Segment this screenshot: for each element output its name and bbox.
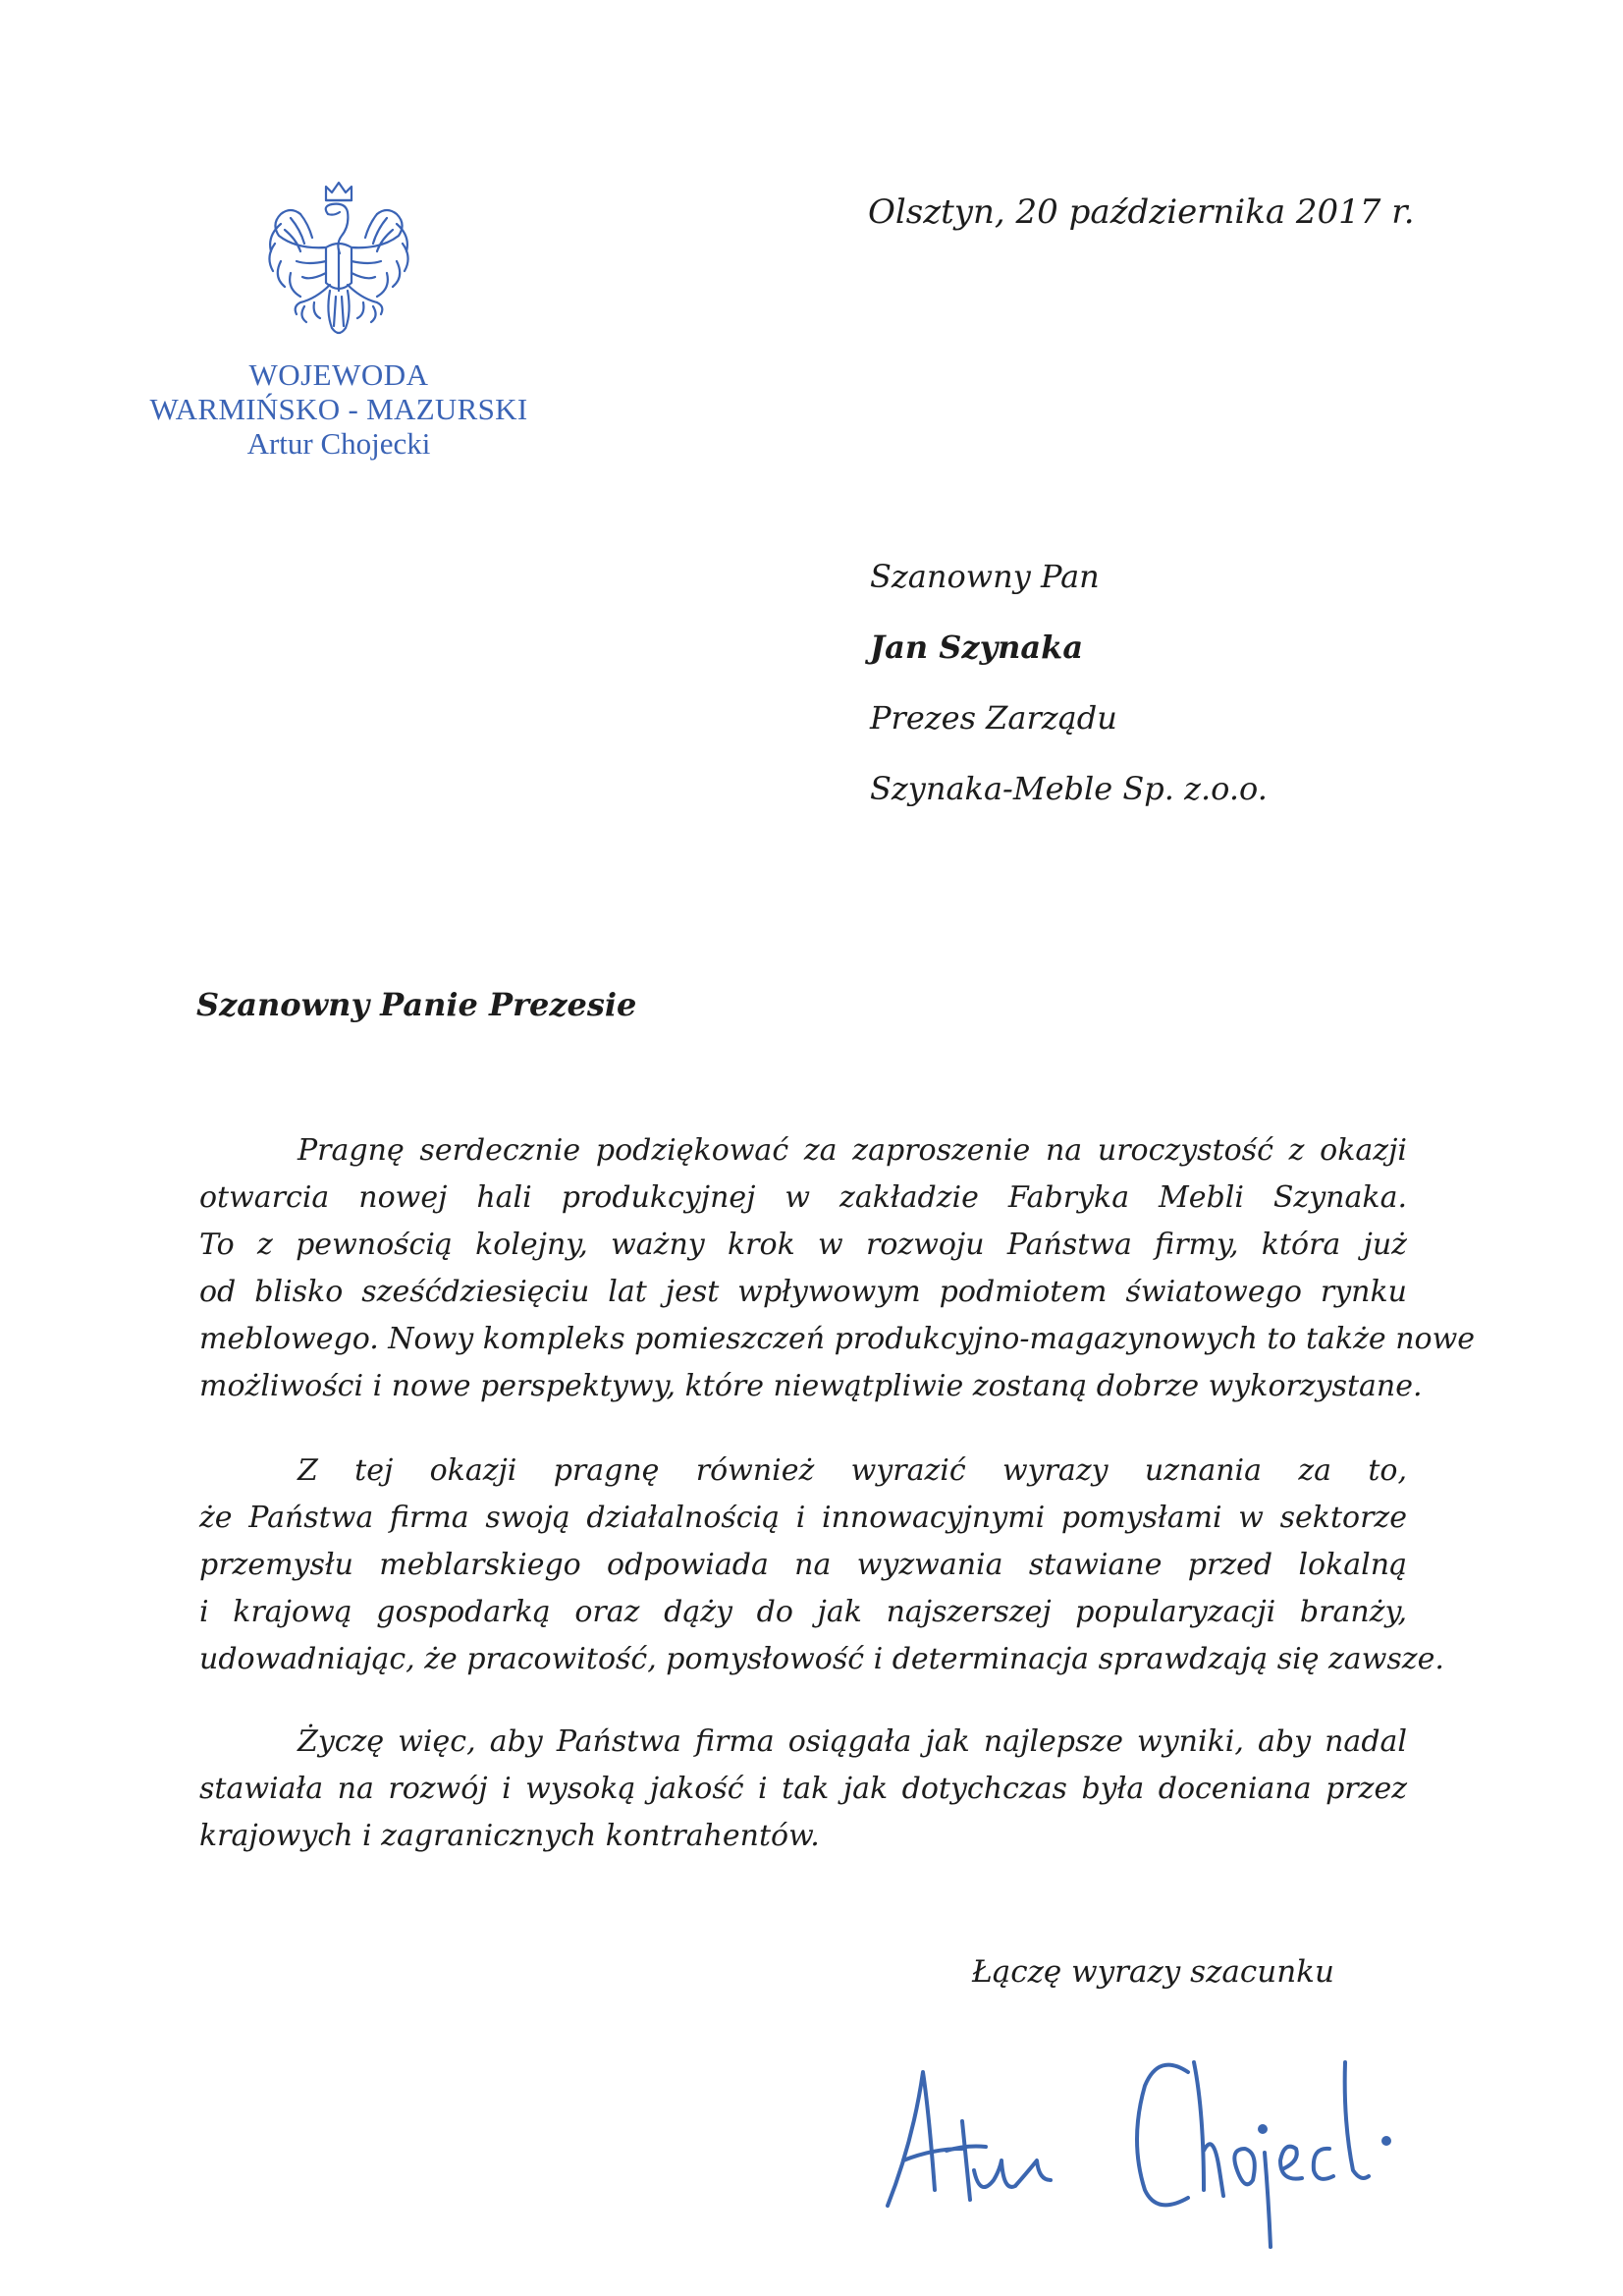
recipient-name: Jan Szynaka [870,629,1084,666]
salutation: Szanowny Panie Prezesie [196,986,637,1023]
body-line: Życzę więc, aby Państwa firma osiągała jak najlepsze wyniki, aby nadal [298,1724,1407,1759]
body-line: stawiała na rozwój i wysoką jakość i tak jak dotychczas była doceniana przez [199,1772,1407,1806]
letterhead-region: WARMIŃSKO - MAZURSKI [149,392,528,426]
body-line: Pragnę serdecznie podziękować za zaproszenie na uroczystość z okazji [298,1133,1407,1168]
body-line: krajowych i zagranicznych kontrahentów. [199,1819,820,1853]
body-line: i krajową gospodarką oraz dąży do jak najszerszej popularyzacji branży, [199,1595,1407,1629]
letterhead-title: WOJEWODA [248,357,429,392]
body-line: meblowego. Nowy kompleks pomieszczeń produkcyjno-magazynowych to także nowe [199,1322,1476,1356]
body-line: Z tej okazji pragnę również wyrazić wyrazy uznania za to, [298,1453,1407,1488]
recipient-greeting: Szanowny Pan [870,558,1100,595]
body-line: od blisko sześćdziesięciu lat jest wpływowym podmiotem światowego rynku [199,1275,1407,1309]
recipient-company: Szynaka-Meble Sp. z.o.o. [870,770,1268,807]
body-paragraph [199,1448,1444,1683]
recipient-position: Prezes Zarządu [870,699,1117,737]
body-line: udowadniając, że pracowitość, pomysłowość i determinacja sprawdzają się zawsze. [199,1642,1444,1676]
date-line: Olsztyn, 20 października 2017 r. [868,192,1415,232]
body-paragraph [199,1127,1476,1410]
eagle-emblem-icon [257,175,420,348]
body-line: otwarcia nowej hali produkcyjnej w zakładzie Fabryka Mebli Szynaka. [199,1180,1407,1215]
letterhead-name: Artur Chojecki [246,426,431,461]
body-line: możliwości i nowe perspektywy, które niewątpliwie zostaną dobrze wykorzystane. [199,1369,1423,1403]
closing-line: Łączę wyrazy szacunku [972,1954,1334,1990]
body-paragraph [199,1719,1407,1860]
body-line: To z pewnością kolejny, ważny krok w rozwoju Państwa firmy, która już [199,1228,1407,1262]
body-line: że Państwa firma swoją działalnością i innowacyjnymi pomysłami w sektorze [199,1501,1407,1535]
body-line: przemysłu meblarskiego odpowiada na wyzwania stawiane przed lokalną [199,1548,1407,1582]
handwritten-signature [864,2023,1414,2259]
